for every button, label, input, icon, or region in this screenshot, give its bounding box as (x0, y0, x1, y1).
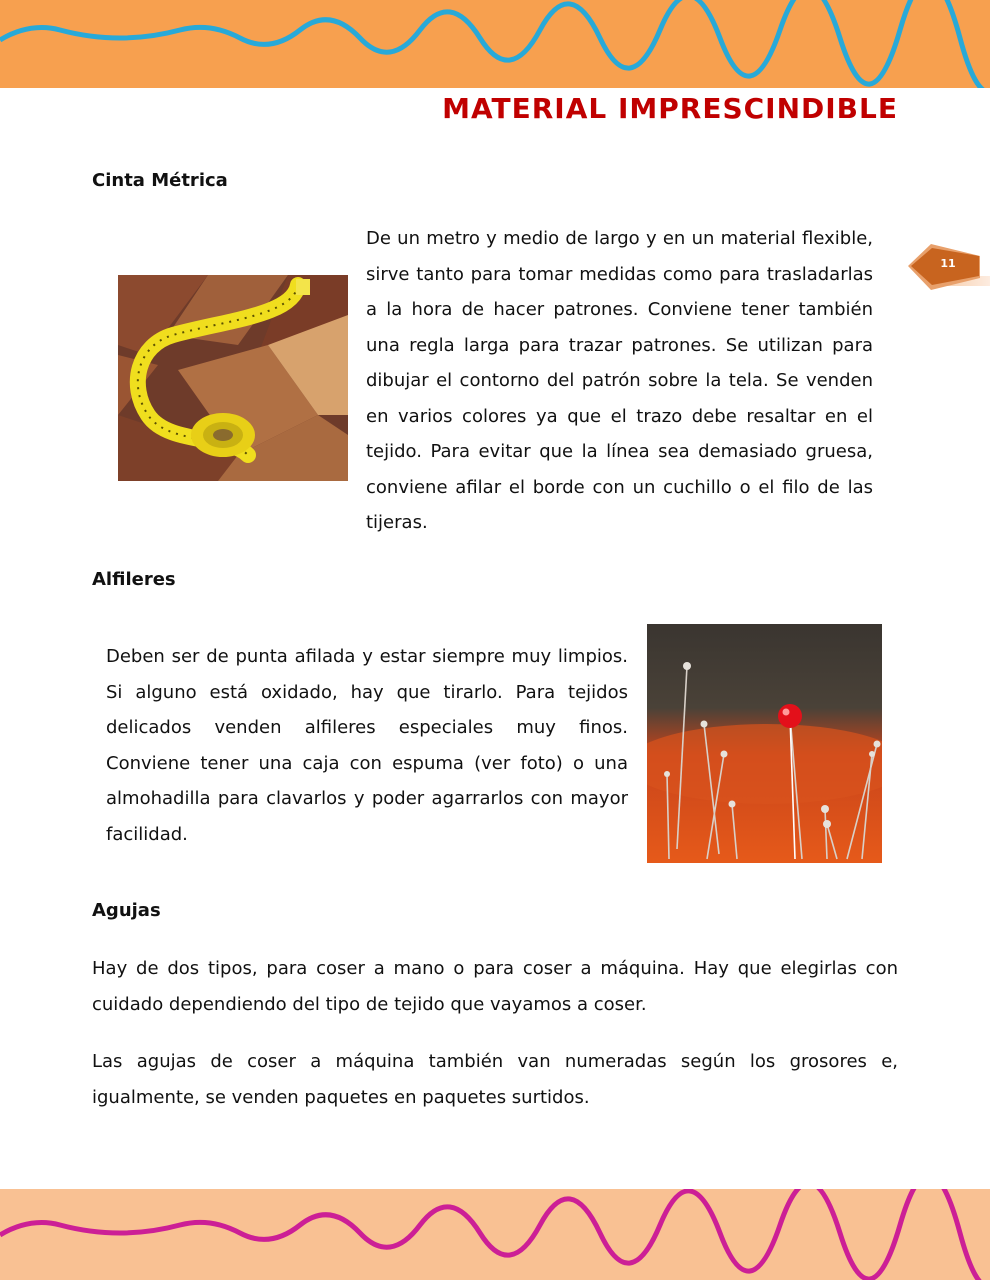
page-number: 11 (940, 257, 956, 270)
top-banner (0, 0, 990, 88)
page-title: MATERIAL IMPRESCINDIBLE (442, 92, 898, 125)
section-heading-agujas: Agujas (92, 900, 161, 921)
measuring-tape-photo (118, 275, 348, 481)
section-heading-cinta-metrica: Cinta Métrica (92, 170, 228, 191)
pins-cushion-photo (647, 624, 882, 863)
agujas-paragraph-2: Las agujas de coser a máquina también van numeradas según los grosores e, igualmente, se venden paquetes en paquetes surtidos. (92, 1051, 898, 1108)
cinta-metrica-description: De un metro y medio de largo y en un material flexible, sirve tanto para tomar medidas como para trasladarlas a la hora de hacer patrones. Conviene tener también una regla larga para trazar patrones. Se utilizan para dibujar el contorno del patrón sobre la tela. Se venden en varios colores ya que el trazo debe resaltar en el tejido. Para evitar que la línea sea demasiado gruesa, conviene afilar el borde con un cuchillo o el filo de las tijeras. (366, 228, 873, 533)
bottom-banner (0, 1189, 990, 1280)
alfileres-description: Deben ser de punta afilada y estar siempre muy limpios. Si alguno está oxidado, hay que tirarlo. Para tejidos delicados venden alfileres especiales muy finos. Conviene tener una caja con espuma (ver foto) o una almohadilla para clavarlos y poder agarrarlos con mayor facilidad. (106, 646, 628, 845)
section-heading-alfileres: Alfileres (92, 569, 176, 590)
agujas-paragraph-1: Hay de dos tipos, para coser a mano o para coser a máquina. Hay que elegirlas con cuidado dependiendo del tipo de tejido que vayamos a coser. (92, 958, 898, 1015)
